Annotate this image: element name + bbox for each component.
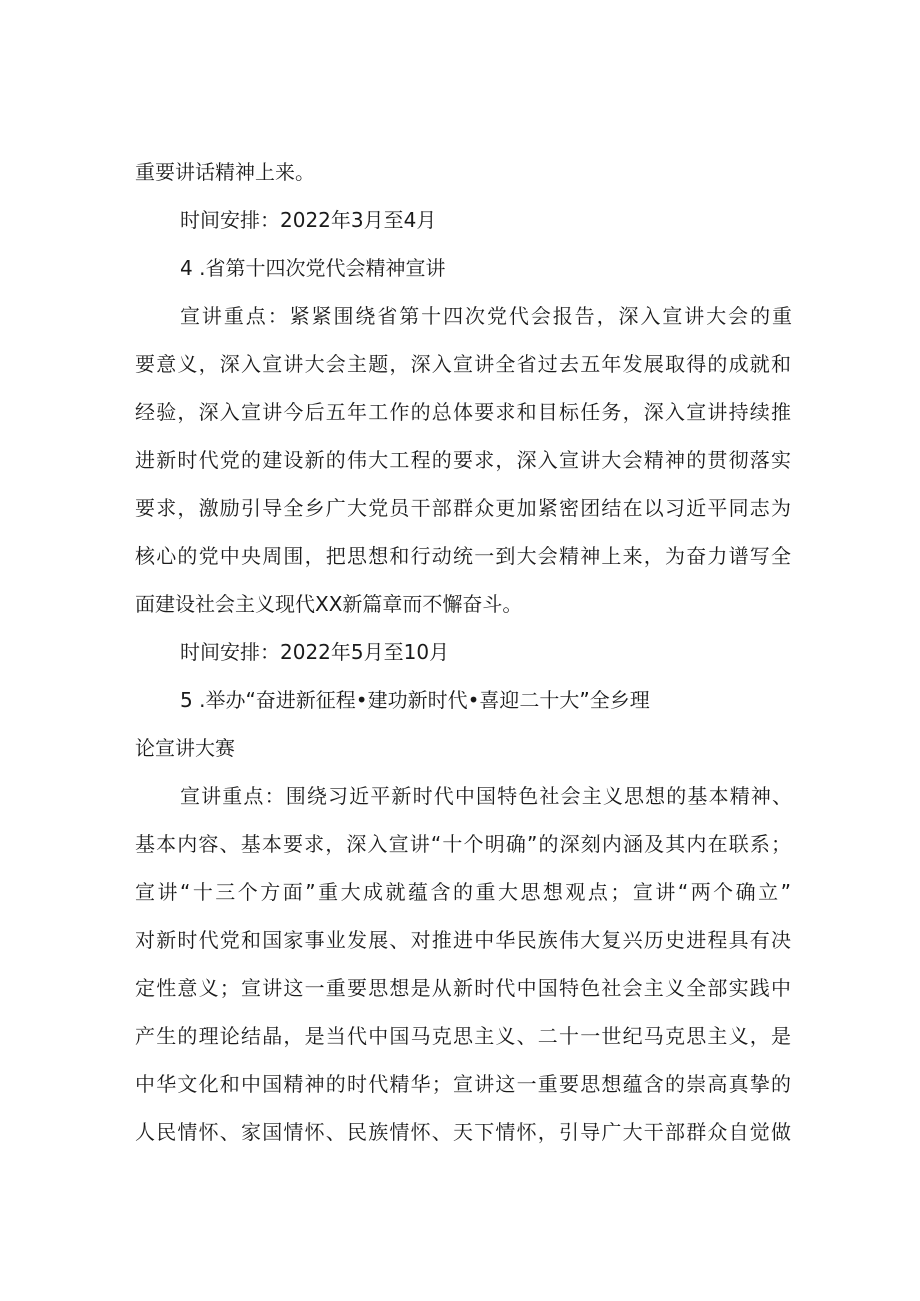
body-line: 基本内容、基本要求，深入宣讲“十个明确”的深刻内涵及其内在联系； — [135, 832, 791, 856]
body-line: 要意义，深入宣讲大会主题，深入宣讲全省过去五年发展取得的成就和 — [135, 352, 791, 376]
body-line: 宣讲重点：紧紧围绕省第十四次党代会报告，深入宣讲大会的重 — [180, 304, 792, 328]
body-line: 宣讲重点：围绕习近平新时代中国特色社会主义思想的基本精神、 — [180, 784, 792, 808]
section-heading-5-continued: 论宣讲大赛 — [135, 736, 235, 760]
body-line: 产生的理论结晶，是当代中国马克思主义、二十一世纪马克思主义，是 — [135, 1024, 791, 1048]
body-line: 要求，激励引导全乡广大党员干部群众更加紧密团结在以习近平同志为 — [135, 496, 791, 520]
section-heading-4: 4 .省第十四次党代会精神宣讲 — [180, 256, 446, 280]
body-line: 中华文化和中国精神的时代精华；宣讲这一重要思想蕴含的崇高真挚的 — [135, 1072, 791, 1096]
body-line: 定性意义；宣讲这一重要思想是从新时代中国特色社会主义全部实践中 — [135, 976, 791, 1000]
section-heading-5: 5 .举办“奋进新征程•建功新时代•喜迎二十大”全乡理 — [180, 688, 650, 712]
schedule-line: 时间安排：2022年3月至4月 — [180, 208, 437, 232]
schedule-line: 时间安排：2022年5月至10月 — [180, 640, 450, 664]
body-line: 进新时代党的建设新的伟大工程的要求，深入宣讲大会精神的贯彻落实 — [135, 448, 791, 472]
body-line: 重要讲话精神上来。 — [135, 160, 315, 184]
body-line: 面建设社会主义现代XX新篇章而不懈奋斗。 — [135, 592, 523, 616]
body-line: 宣讲“十三个方面”重大成就蕴含的重大思想观点；宣讲“两个确立” — [135, 880, 791, 904]
body-line: 经验，深入宣讲今后五年工作的总体要求和目标任务，深入宣讲持续推 — [135, 400, 791, 424]
body-line: 核心的党中央周围，把思想和行动统一到大会精神上来，为奋力谱写全 — [135, 544, 791, 568]
body-line: 人民情怀、家国情怀、民族情怀、天下情怀，引导广大干部群众自觉做 — [135, 1120, 791, 1144]
body-line: 对新时代党和国家事业发展、对推进中华民族伟大复兴历史进程具有决 — [135, 928, 791, 952]
